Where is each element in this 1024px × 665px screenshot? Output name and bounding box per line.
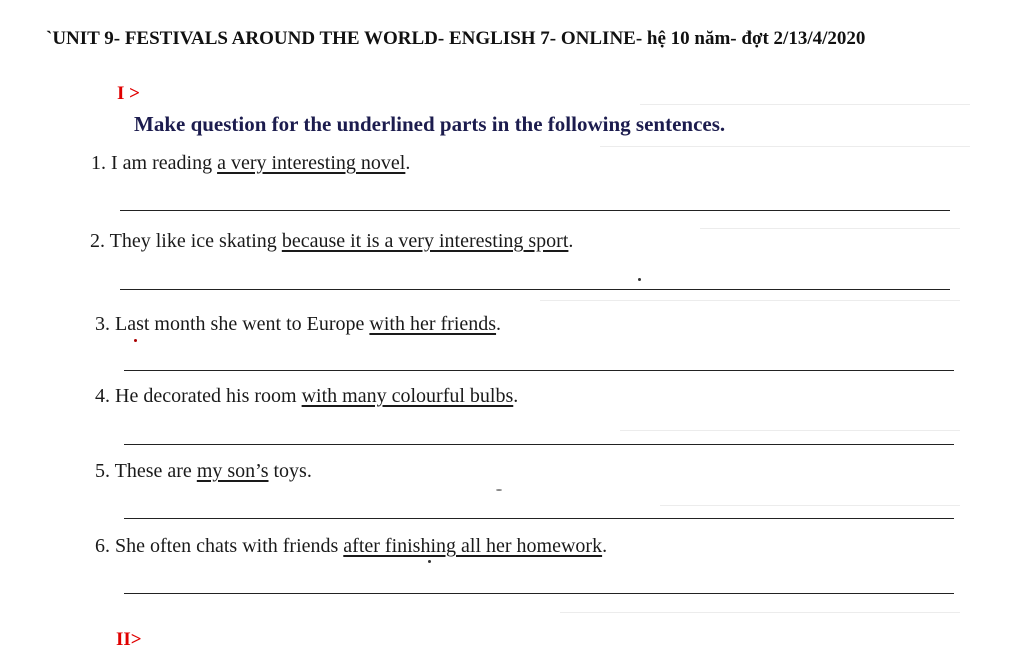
exercise-number: 5.: [95, 460, 110, 482]
scan-artifact: [540, 300, 960, 301]
answer-line-5[interactable]: [124, 518, 954, 519]
answer-line-2[interactable]: [120, 289, 950, 290]
exercise-item-1: [91, 152, 410, 175]
exercise-item-2: [90, 230, 573, 253]
exercise-text-end: .: [602, 535, 608, 557]
exercise-text: These are: [114, 460, 197, 482]
scan-artifact: [700, 228, 960, 229]
exercise-item-6: [95, 535, 607, 558]
section-marker-1: I >: [117, 83, 140, 104]
exercise-text-end: .: [496, 313, 502, 335]
exercise-number: 6.: [95, 535, 110, 557]
exercise-item-5: [95, 460, 312, 483]
scan-artifact: [560, 612, 960, 613]
scan-artifact: [600, 146, 970, 147]
exercise-text: They like ice skating: [109, 230, 282, 252]
scan-artifact: [640, 104, 970, 105]
underlined-part: because it is a very interesting sport: [281, 230, 569, 252]
exercise-text-end: .: [568, 230, 574, 252]
exercise-item-4: [95, 385, 518, 408]
ink-mark: [496, 489, 502, 491]
ink-dot: [134, 339, 137, 342]
underlined-part: with many colourful bulbs: [301, 385, 514, 407]
answer-line-3[interactable]: [124, 370, 954, 371]
underlined-part: with her friends: [369, 313, 497, 335]
underlined-part: my son’s: [196, 460, 269, 482]
scan-artifact: [620, 430, 960, 431]
exercise-number: 2.: [90, 230, 105, 252]
exercise-text-end: .: [513, 385, 519, 407]
exercise-text: I am reading: [111, 152, 218, 174]
exercise-number: 3.: [95, 313, 110, 335]
underlined-part: after finishing all her homework: [343, 535, 603, 557]
ink-dot: [638, 278, 641, 281]
exercise-text: He decorated his room: [115, 385, 302, 407]
answer-line-4[interactable]: [124, 444, 954, 445]
exercise-text: She often chats with friends: [115, 535, 344, 557]
exercise-text-end: toys.: [268, 460, 312, 482]
page-title: `UNIT 9- FESTIVALS AROUND THE WORLD- ENGLISH 7- ONLINE- hệ 10 năm- đợt 2/13/4/2020: [46, 28, 866, 49]
ink-dot: [428, 560, 431, 563]
underlined-part: a very interesting novel: [217, 152, 406, 174]
exercise-number: 1.: [91, 152, 106, 174]
answer-line-6[interactable]: [124, 593, 954, 594]
exercise-text: Last month she went to Europe: [115, 313, 370, 335]
exercise-instruction: Make question for the underlined parts in the following sentences.: [134, 112, 726, 136]
exercise-text-end: .: [405, 152, 411, 174]
scan-artifact: [660, 505, 960, 506]
section-marker-2: II>: [116, 629, 142, 650]
exercise-item-3: [95, 313, 501, 336]
exercise-number: 4.: [95, 385, 110, 407]
answer-line-1[interactable]: [120, 210, 950, 211]
